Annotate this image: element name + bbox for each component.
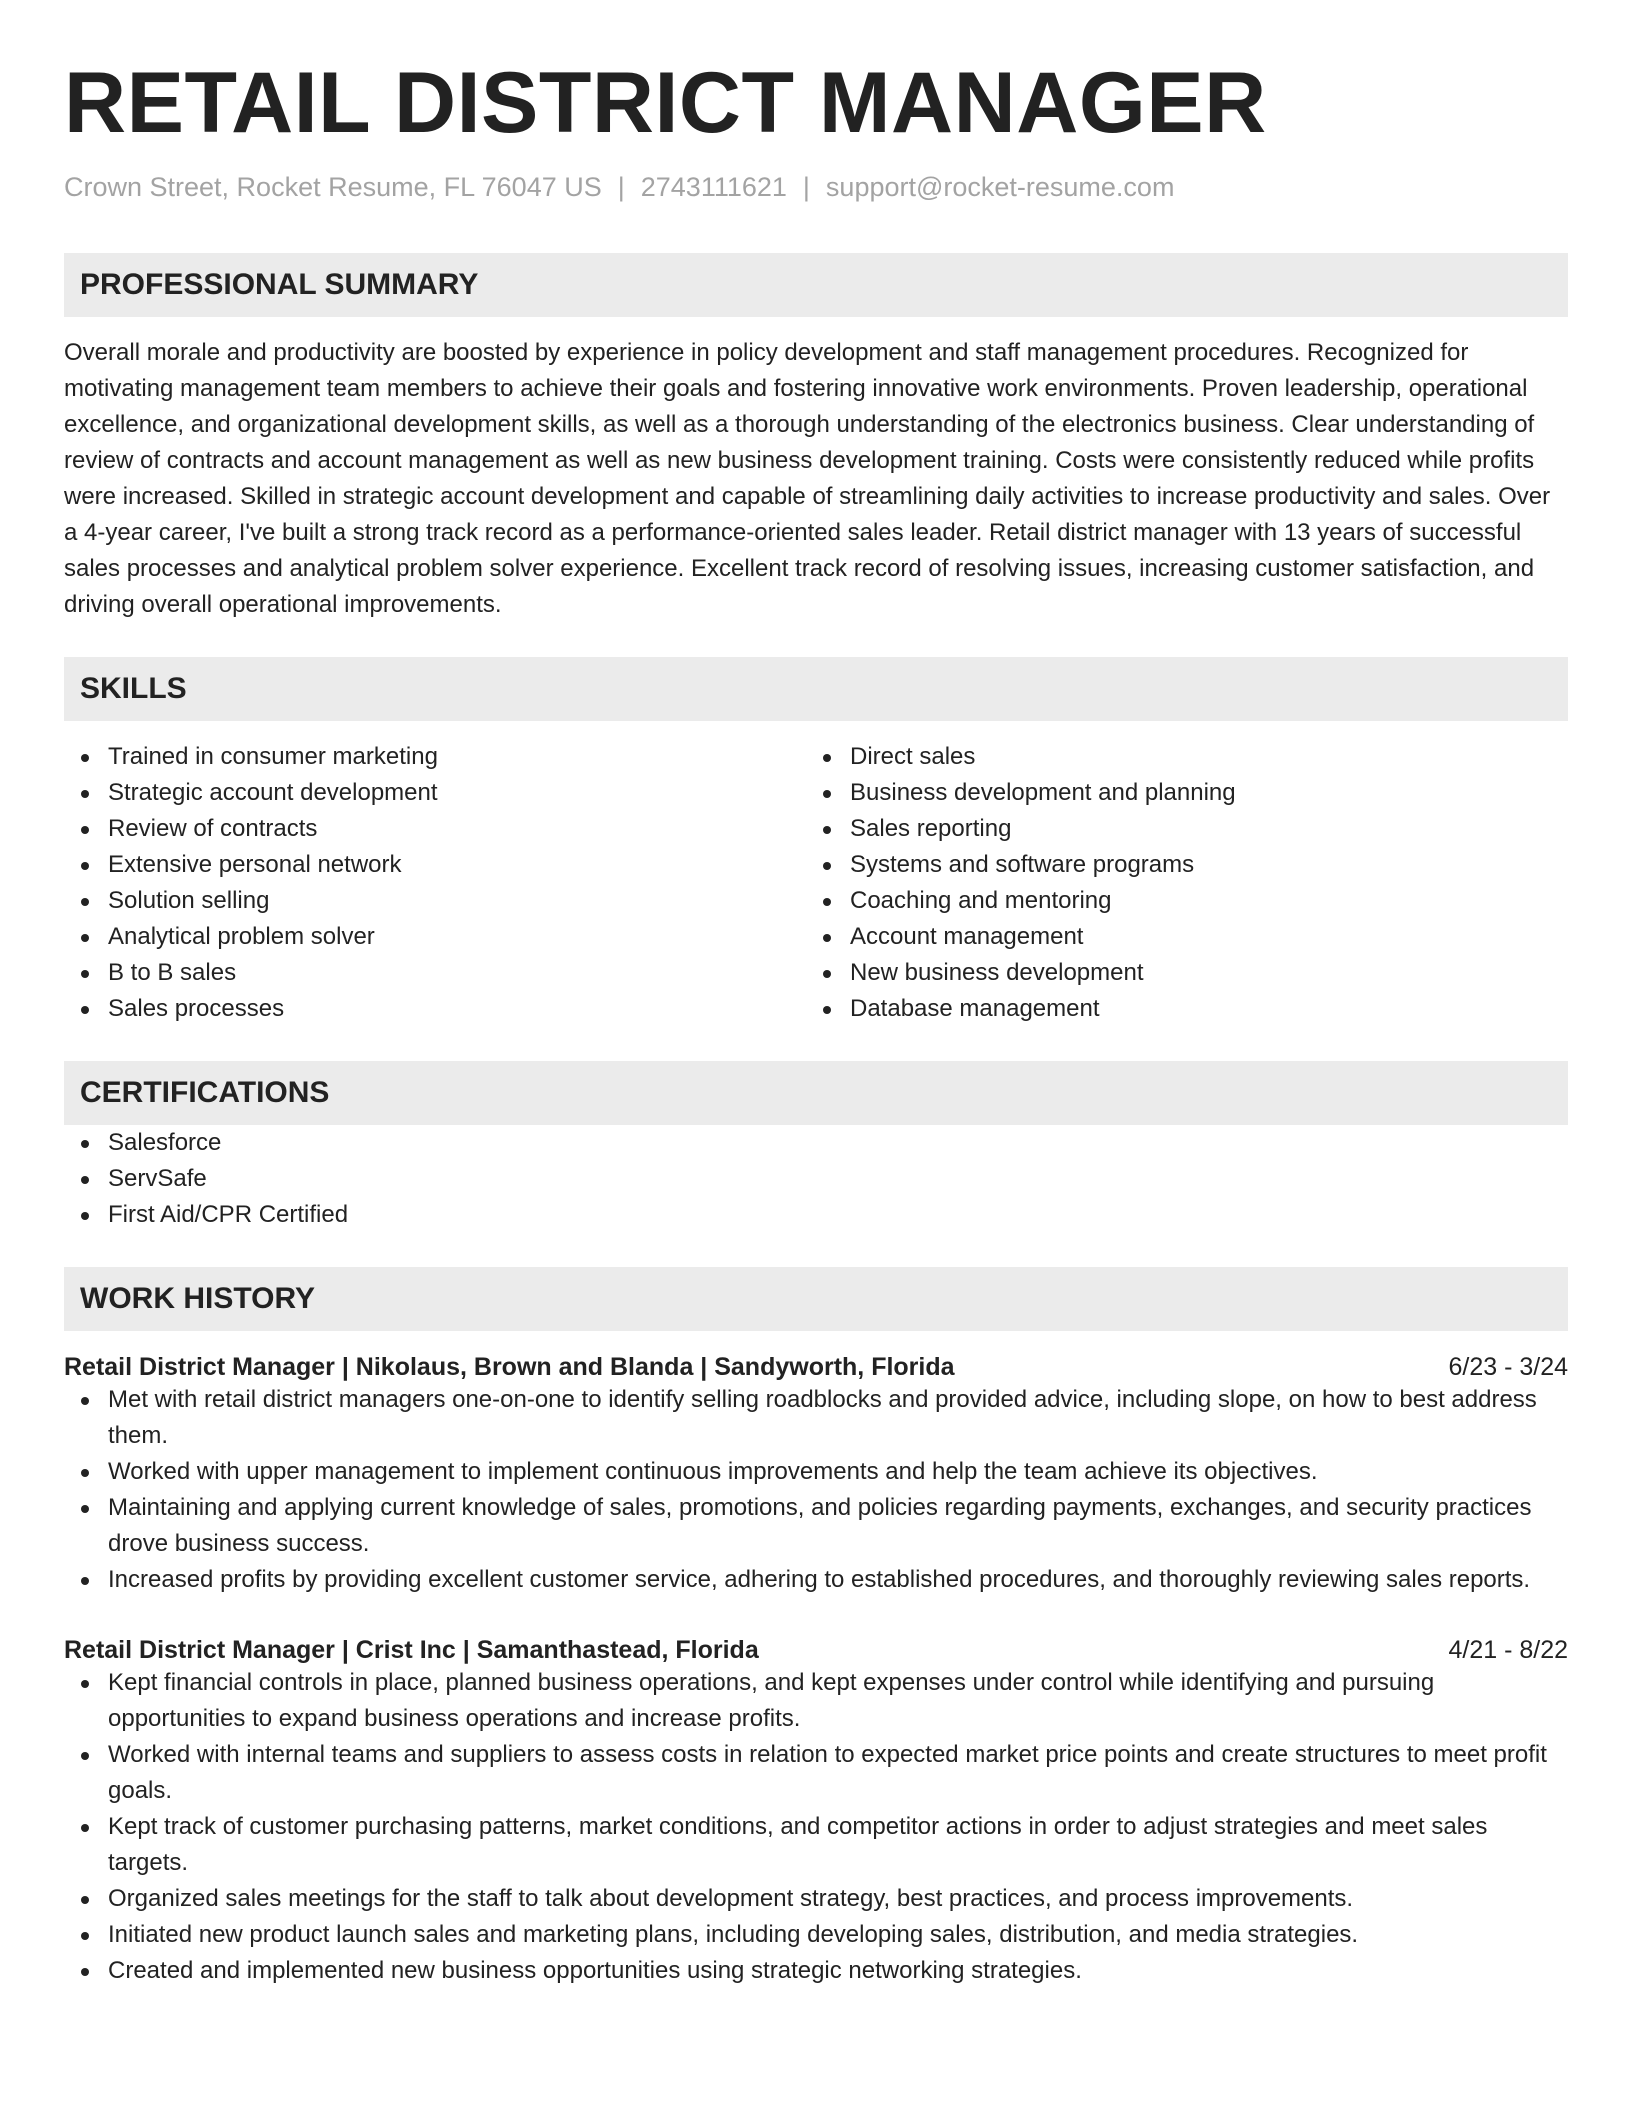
- skill-item: Review of contracts: [64, 811, 806, 847]
- candidate-title: RETAIL DISTRICT MANAGER: [64, 55, 1267, 151]
- job-entry: [64, 1636, 1568, 1989]
- job-bullet: Created and implemented new business opportunities using strategic networking strategies.: [64, 1953, 1568, 1989]
- section-header-work-history: WORK HISTORY: [64, 1267, 1568, 1331]
- job-dates: 4/21 - 8/22: [1448, 1636, 1568, 1664]
- contact-line: [64, 172, 1568, 203]
- skill-item: Extensive personal network: [64, 847, 806, 883]
- contact-separator: |: [617, 172, 625, 202]
- job-bullets: [64, 1382, 1568, 1598]
- skill-item: Direct sales: [806, 739, 1548, 775]
- skill-item: Trained in consumer marketing: [64, 739, 806, 775]
- section-header-certifications: CERTIFICATIONS: [64, 1061, 1568, 1125]
- skill-item: Sales reporting: [806, 811, 1548, 847]
- summary-text: Overall morale and productivity are boosted by experience in policy development and staff management procedures. Recognized for motivating management team members to achieve their goals and fostering innovative work environments. Proven leadership, operational excellence, and organizational development skills, as well as a thorough understanding of the electronics business. Clear understanding of review of contracts and account management as well as new business development training. Costs were consistently reduced while profits were increased. Skilled in strategic account development and capable of streamlining daily activities to increase productivity and sales. Over a 4-year career, I've built a strong track record as a performance-oriented sales leader. Retail district manager with 13 years of successful sales processes and analytical problem solver experience. Excellent track record of resolving issues, increasing customer satisfaction, and driving overall operational improvements.: [64, 339, 1551, 618]
- job-bullet: Initiated new product launch sales and marketing plans, including developing sales, distribution, and media strategies.: [64, 1917, 1568, 1953]
- job-bullet: Organized sales meetings for the staff to talk about development strategy, best practices, and process improvements.: [64, 1881, 1568, 1917]
- job-header: [64, 1353, 1568, 1382]
- job-bullet: Met with retail district managers one-on-one to identify selling roadblocks and provided advice, including slope, on how to best address them.: [64, 1382, 1568, 1454]
- resume-page: [64, 0, 1568, 1989]
- job-header: [64, 1636, 1568, 1665]
- contact-address: Crown Street, Rocket Resume, FL 76047 US: [64, 172, 602, 202]
- contact-email[interactable]: support@rocket-resume.com: [825, 172, 1175, 202]
- skill-item: Database management: [806, 991, 1548, 1027]
- skill-item: Solution selling: [64, 883, 806, 919]
- skill-item: Analytical problem solver: [64, 919, 806, 955]
- contact-separator: |: [802, 172, 810, 202]
- contact-phone: 2743111621: [640, 172, 787, 202]
- job-bullet: Kept financial controls in place, planned business operations, and kept expenses under control while identifying and pursuing opportunities to expand business operations and increase profits.: [64, 1665, 1568, 1737]
- skills-grid: [64, 739, 1568, 1027]
- certification-item: ServSafe: [64, 1161, 1568, 1197]
- section-header-summary: PROFESSIONAL SUMMARY: [64, 253, 1568, 317]
- job-bullet: Worked with internal teams and suppliers to assess costs in relation to expected market price points and create structures to meet profit goals.: [64, 1737, 1568, 1809]
- skill-item: B to B sales: [64, 955, 806, 991]
- skill-item: Strategic account development: [64, 775, 806, 811]
- skill-item: Sales processes: [64, 991, 806, 1027]
- job-heading: Retail District Manager | Crist Inc | Samanthastead, Florida: [64, 1636, 759, 1664]
- section-header-skills: SKILLS: [64, 657, 1568, 721]
- certification-item: First Aid/CPR Certified: [64, 1197, 1568, 1233]
- job-bullet: Increased profits by providing excellent customer service, adhering to established procedures, and thoroughly reviewing sales reports.: [64, 1562, 1568, 1598]
- job-entry: [64, 1353, 1568, 1598]
- skills-column-left: [64, 739, 806, 1027]
- job-bullet: Kept track of customer purchasing patterns, market conditions, and competitor actions in order to adjust strategies and meet sales targets.: [64, 1809, 1568, 1881]
- job-bullet: Maintaining and applying current knowledge of sales, promotions, and policies regarding payments, exchanges, and security practices drove business success.: [64, 1490, 1568, 1562]
- certification-item: Salesforce: [64, 1125, 1568, 1161]
- skill-item: Coaching and mentoring: [806, 883, 1548, 919]
- job-bullet: Worked with upper management to implement continuous improvements and help the team achieve its objectives.: [64, 1454, 1568, 1490]
- certifications-list: [64, 1125, 1568, 1233]
- skill-item: Systems and software programs: [806, 847, 1548, 883]
- job-dates: 6/23 - 3/24: [1448, 1353, 1568, 1381]
- skill-item: New business development: [806, 955, 1548, 991]
- skill-item: Account management: [806, 919, 1548, 955]
- job-heading: Retail District Manager | Nikolaus, Brown and Blanda | Sandyworth, Florida: [64, 1353, 955, 1381]
- skills-column-right: [806, 739, 1548, 1027]
- skill-item: Business development and planning: [806, 775, 1548, 811]
- job-bullets: [64, 1665, 1568, 1989]
